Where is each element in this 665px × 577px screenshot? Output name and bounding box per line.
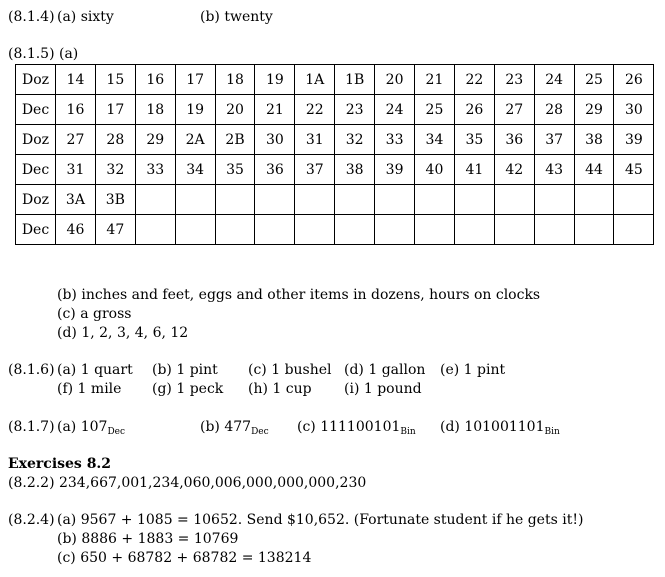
table-cell: 32 (335, 125, 375, 155)
ex-8-1-5-label: (8.1.5) (a) (8, 46, 79, 62)
table-cell: 1A (295, 65, 335, 95)
table-cell: 3B (95, 185, 135, 215)
ex-8-2-2: (8.2.2) 234,667,001,234,060,006,000,000,000,230 (8, 475, 367, 491)
table-cell: 33 (375, 125, 415, 155)
ex-8-2-4-a: (a) 9567 + 1085 = 10652. Send $10,652. (Fortunate student if he gets it!) (57, 512, 584, 528)
ex-8-2-4-b: (b) 8886 + 1883 = 10769 (57, 531, 239, 547)
table-cell (215, 215, 255, 245)
ex-8-1-4-b: (b) twenty (200, 9, 273, 25)
ex-8-1-6-b: (b) 1 pint (152, 362, 218, 378)
table-cell (255, 215, 295, 245)
table-cell (415, 185, 455, 215)
table-cell: 39 (375, 155, 415, 185)
table-cell: 20 (215, 95, 255, 125)
table-cell: 28 (95, 125, 135, 155)
ex-8-1-5-c: (c) a gross (57, 306, 132, 322)
table-cell: 28 (534, 95, 574, 125)
row-header: Dec (16, 155, 56, 185)
table-cell: 14 (56, 65, 96, 95)
table-cell: 18 (215, 65, 255, 95)
table-cell (135, 215, 175, 245)
table-cell: 41 (454, 155, 494, 185)
ex-8-1-7-c: (c) $111100101_{Bin}$ (297, 419, 416, 437)
ex-8-1-7-d: (d) $101001101_{Bin}$ (440, 419, 560, 437)
ex-8-1-7-label: (8.1.7) (8, 419, 55, 435)
ex-8-1-5-b: (b) inches and feet, eggs and other items in dozens, hours on clocks (57, 287, 541, 303)
dozenal-decimal-table (15, 64, 654, 245)
table-cell: 29 (135, 125, 175, 155)
table-cell: 27 (494, 95, 534, 125)
table-cell: 37 (295, 155, 335, 185)
table-row (16, 125, 654, 155)
ex-8-1-6-c: (c) 1 bushel (248, 362, 332, 378)
table-cell: 43 (534, 155, 574, 185)
ex-8-1-6-f: (f) 1 mile (57, 381, 122, 397)
table-cell (415, 215, 455, 245)
row-header: Doz (16, 125, 56, 155)
table-cell: 40 (415, 155, 455, 185)
table-row (16, 215, 654, 245)
table-cell (494, 215, 534, 245)
table-cell: 23 (335, 95, 375, 125)
table-row (16, 65, 654, 95)
table-cell: 44 (574, 155, 614, 185)
table-cell (215, 185, 255, 215)
table-cell: 45 (614, 155, 654, 185)
table-cell: 34 (175, 155, 215, 185)
table-cell (574, 185, 614, 215)
table-cell: 16 (56, 95, 96, 125)
table-cell (375, 185, 415, 215)
table-cell: 30 (255, 125, 295, 155)
row-header: Dec (16, 95, 56, 125)
table-cell: 21 (255, 95, 295, 125)
table-cell: 24 (375, 95, 415, 125)
exercises-heading: Exercises 8.2 (8, 456, 112, 472)
ex-8-1-6-g: (g) 1 peck (152, 381, 224, 397)
ex-8-1-6-d: (d) 1 gallon (344, 362, 426, 378)
table-cell: 20 (375, 65, 415, 95)
table-cell: 22 (454, 65, 494, 95)
ex-8-1-4-label: (8.1.4) (8, 9, 55, 25)
table-cell (534, 185, 574, 215)
ex-8-1-6-a: (a) 1 quart (57, 362, 133, 378)
table-cell (574, 215, 614, 245)
table-cell: 35 (215, 155, 255, 185)
table-cell: 38 (335, 155, 375, 185)
table-cell: 47 (95, 215, 135, 245)
table-cell: 1B (335, 65, 375, 95)
table-cell: 36 (494, 125, 534, 155)
table-cell: 2A (175, 125, 215, 155)
table-cell: 25 (574, 65, 614, 95)
ex-8-1-4-a: (a) sixty (57, 9, 114, 25)
table-cell: 30 (614, 95, 654, 125)
table-cell (614, 185, 654, 215)
table-cell: 17 (95, 95, 135, 125)
table-cell: 34 (415, 125, 455, 155)
table-cell (295, 185, 335, 215)
table-cell: 32 (95, 155, 135, 185)
ex-8-2-4-c: (c) 650 + 68782 + 68782 = 138214 (57, 550, 312, 566)
ex-8-2-4-label: (8.2.4) (8, 512, 55, 528)
table-cell: 24 (534, 65, 574, 95)
table-cell: 33 (135, 155, 175, 185)
table-cell: 37 (534, 125, 574, 155)
table-cell (534, 215, 574, 245)
ex-8-1-5-d: (d) 1, 2, 3, 4, 6, 12 (57, 325, 189, 341)
table-row (16, 185, 654, 215)
table-cell (335, 215, 375, 245)
table-row (16, 155, 654, 185)
table-cell: 26 (454, 95, 494, 125)
row-header: Doz (16, 65, 56, 95)
table-cell (295, 215, 335, 245)
table-cell (175, 185, 215, 215)
table-cell: 2B (215, 125, 255, 155)
table-cell: 19 (255, 65, 295, 95)
ex-8-1-7-a: (a) $107_{Dec}$ (57, 419, 126, 437)
table-cell: 15 (95, 65, 135, 95)
table-cell: 38 (574, 125, 614, 155)
table-cell (494, 185, 534, 215)
table-cell (375, 215, 415, 245)
table-cell (614, 215, 654, 245)
ex-8-1-6-label: (8.1.6) (8, 362, 55, 378)
table-cell: 3A (56, 185, 96, 215)
table-cell (175, 215, 215, 245)
table-cell: 23 (494, 65, 534, 95)
table-cell: 39 (614, 125, 654, 155)
table-cell: 35 (454, 125, 494, 155)
ex-8-1-6-i: (i) 1 pound (344, 381, 422, 397)
table-cell: 16 (135, 65, 175, 95)
table-cell (454, 185, 494, 215)
table-cell: 27 (56, 125, 96, 155)
table-cell: 29 (574, 95, 614, 125)
table-cell: 18 (135, 95, 175, 125)
table-cell: 26 (614, 65, 654, 95)
table-cell (454, 215, 494, 245)
table-cell: 42 (494, 155, 534, 185)
table-cell: 22 (295, 95, 335, 125)
ex-8-1-6-h: (h) 1 cup (248, 381, 312, 397)
table-cell (335, 185, 375, 215)
row-header: Doz (16, 185, 56, 215)
table-cell: 31 (56, 155, 96, 185)
table-cell: 21 (415, 65, 455, 95)
table-row (16, 95, 654, 125)
row-header: Dec (16, 215, 56, 245)
table-cell: 25 (415, 95, 455, 125)
table-cell: 36 (255, 155, 295, 185)
table-cell: 31 (295, 125, 335, 155)
ex-8-1-7-b: (b) $477_{Dec}$ (200, 419, 269, 437)
table-cell (135, 185, 175, 215)
table-cell: 46 (56, 215, 96, 245)
ex-8-1-6-e: (e) 1 pint (440, 362, 506, 378)
table-cell (255, 185, 295, 215)
table-cell: 19 (175, 95, 215, 125)
table-cell: 17 (175, 65, 215, 95)
